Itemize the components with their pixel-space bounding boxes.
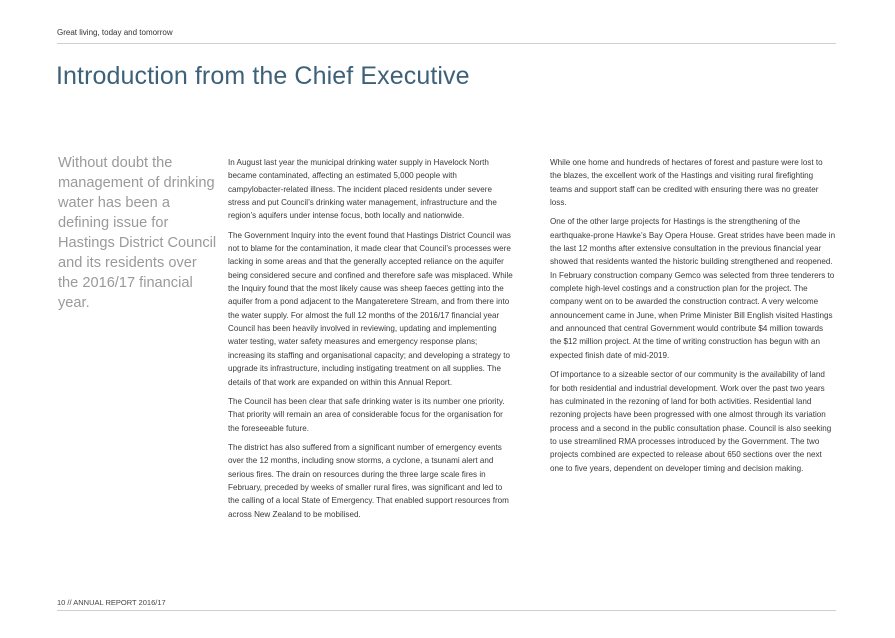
header-tagline: Great living, today and tomorrow — [57, 28, 173, 37]
header-divider — [57, 43, 836, 44]
paragraph: While one home and hundreds of hectares of forest and pasture were lost to the blazes, the excellent work of the Hastings and visiting rural firefighting teams and support staff can be credited with ensuring there was no greater loss. — [550, 158, 823, 208]
page-title: Introduction from the Chief Executive — [56, 62, 470, 90]
paragraph: In August last year the municipal drinking water supply in Havelock North became contaminated, affecting an estimated 5,000 people with campylobacter-related illness. The incident placed residents under severe stress and put Council’s drinking water management, infrastructure and the region’s aquifers under intense focus, both locally and nationwide. — [228, 158, 497, 221]
pull-quote: Without doubt the management of drinking water has been a defining issue for Hastings District Council and its residents over the 2016/17 financial year. — [58, 155, 217, 311]
paragraph: Of importance to a sizeable sector of our community is the availability of land for both residential and industrial development. Work over the past two years has culminated in the rezoning of land for both activities. Residential land rezoning projects have been progressed with one almost through its variation process and a second in the public consultation phase. Council is also seeking to use streamlined RMA processes introduced by the Government. The two projects combined are expected to release about 650 sections over the next one to five years, dependent on developer timing and decision making. — [550, 370, 832, 473]
footer-page-label: 10 // ANNUAL REPORT 2016/17 — [57, 598, 166, 607]
body-column-right — [550, 156, 836, 481]
paragraph: The Government Inquiry into the event found that Hastings District Council was not to blame for the contamination, it made clear that Council’s processes were lacking in some areas and that the generally accepted reliance on the aquifer being considered secure and confined and therefore safe was misplaced. While the Inquiry found that the most likely cause was sheep faeces getting into the aquifer from a pond adjacent to the Mangateretere Stream, and from there into the water supply. For almost the full 12 months of the 2016/17 financial year Council has been heavily involved in reviewing, updating and implementing water testing, water safety measures and emergency response plans; increasing its staffing and organisational capacity; and developing a strategy to upgrade its infrastructure, including instigating treatment on all supplies. The details of that work are expanded on within this Annual Report. — [228, 230, 513, 387]
paragraph: The district has also suffered from a significant number of emergency events over the 12 months, including snow storms, a cyclone, a tsunami alert and serious fires. The drain on resources during the three large scale fires in February, preceded by weeks of smaller rural fires, was significant and led to the calling of a local State of Emergency. That enabled support resources from across New Zealand to be mobilised. — [228, 442, 509, 519]
body-column-left — [228, 156, 514, 527]
paragraph: The Council has been clear that safe drinking water is its number one priority. That priority will remain an area of considerable focus for the organisation for the foreseeable future. — [228, 396, 505, 433]
footer-divider — [57, 610, 836, 611]
paragraph: One of the other large projects for Hastings is the strengthening of the earthquake-prone Hawke’s Bay Opera House. Great strides have been made in the last 12 months after extensive consultation in the previous financial year showed that residents wanted the historic building strengthened and reopened. In February construction company Gemco was selected from three tenderers to complete high-level costings and a construction plan for the project. The company went on to be awarded the construction contract. A very welcome announcement came in June, when Prime Minister Bill English visited Hastings and announced that central Government would contribute $4 million towards the $12 million project. At the time of writing construction has begun with an expected finish date of mid-2019. — [550, 217, 836, 360]
